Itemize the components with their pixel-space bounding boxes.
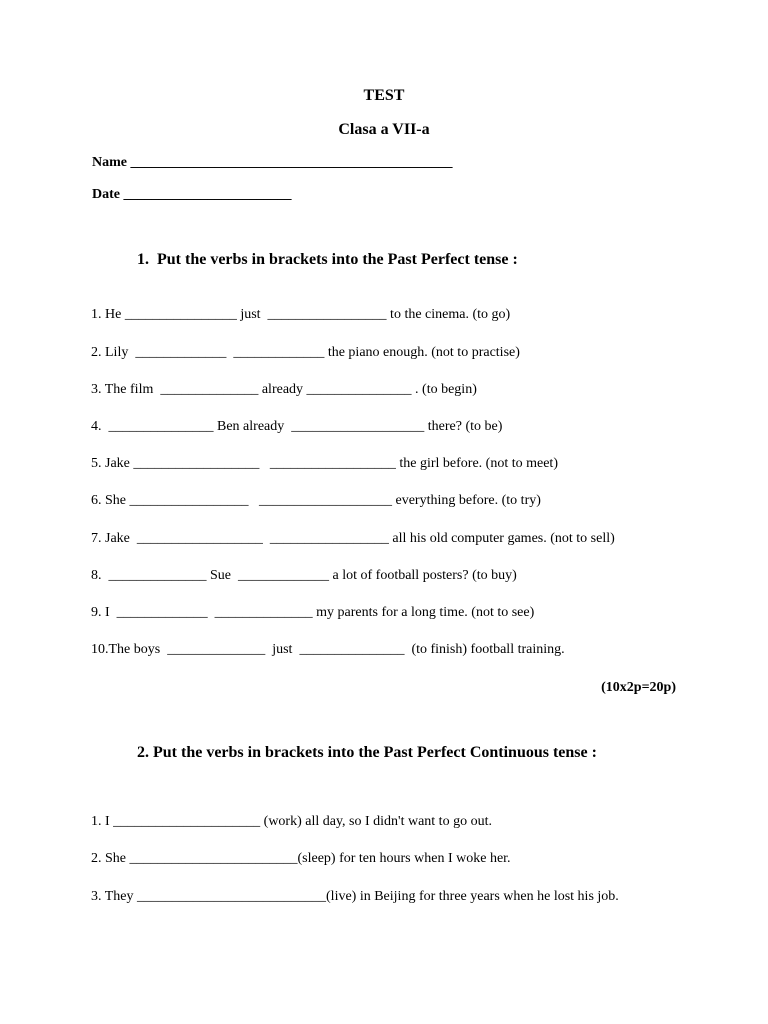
exercise-1-item: 6. She _________________ ___________________ everything before. (to try) [91, 493, 541, 508]
exercise-2-item: 3. They ___________________________(live) in Beijing for three years when he lost his job. [91, 889, 619, 904]
class-subtitle: Clasa a VII-a [338, 121, 430, 138]
exercise-1-item: 9. I _____________ ______________ my parents for a long time. (not to see) [91, 605, 535, 620]
exercise-1-item: 7. Jake __________________ _________________ all his old computer games. (not to sell) [91, 531, 615, 546]
section-1-heading: 1. Put the verbs in brackets into the Past Perfect tense : [137, 251, 518, 268]
exercise-1-item: 2. Lily _____________ _____________ the piano enough. (not to practise) [91, 345, 520, 360]
date-field: Date ________________________ [92, 187, 292, 202]
exercise-1-item: 3. The film ______________ already _______________ . (to begin) [91, 382, 477, 397]
exercise-1-item: 5. Jake __________________ __________________ the girl before. (not to meet) [91, 456, 558, 471]
exercise-2-item: 2. She ________________________(sleep) for ten hours when I woke her. [91, 851, 511, 866]
exercise-1-item: 8. ______________ Sue _____________ a lot of football posters? (to buy) [91, 568, 517, 583]
exercise-1-item: 4. _______________ Ben already ___________________ there? (to be) [91, 419, 503, 434]
section-1-score: (10x2p=20p) [601, 680, 676, 695]
exercise-1-item: 1. He ________________ just _________________ to the cinema. (to go) [91, 307, 511, 322]
page-title: TEST [363, 87, 405, 104]
name-field: Name ______________________________________________ [92, 155, 453, 170]
section-2-heading: 2. Put the verbs in brackets into the Past Perfect Continuous tense : [137, 744, 597, 761]
exercise-2-item: 1. I _____________________ (work) all day, so I didn't want to go out. [91, 814, 492, 829]
exercise-1-item: 10.The boys ______________ just _______________ (to finish) football training. [91, 642, 565, 657]
